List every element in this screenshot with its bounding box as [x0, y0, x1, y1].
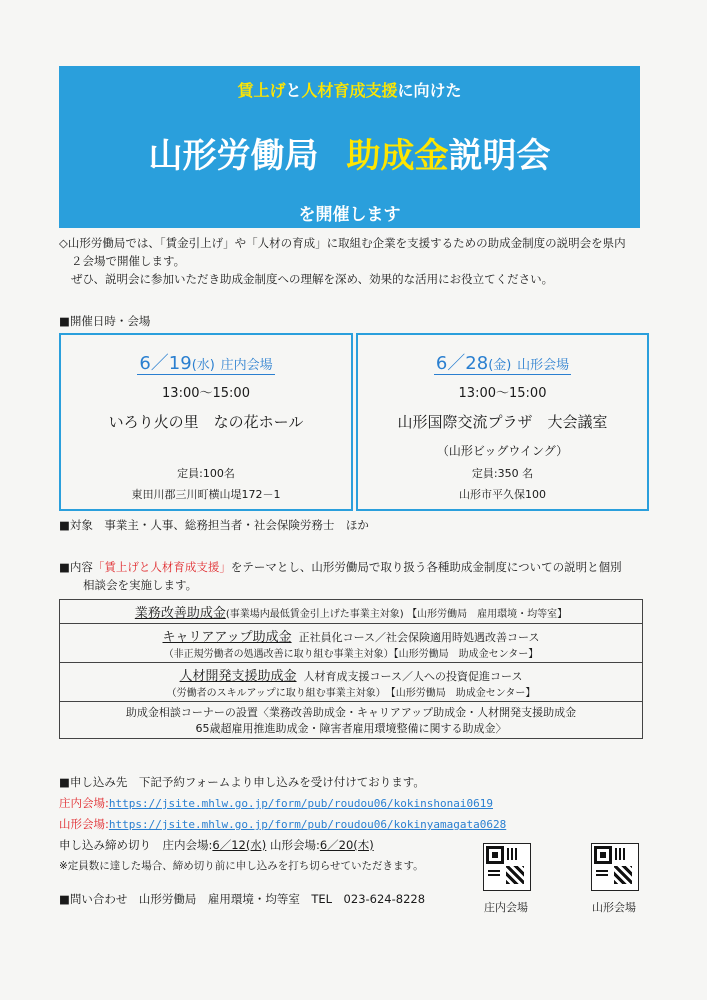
- table-row: 助成金相談コーナーの設置〈業務改善助成金・キャリアアップ助成金・人材開発支援助成金 65歳超雇用推進助成金・障害者雇用環境整備に関する助成金〉: [60, 702, 643, 739]
- venue-date: 6／28(金) 山形会場: [435, 353, 570, 374]
- venue-time: 13:00～15:00: [458, 386, 547, 401]
- shonai-form-link[interactable]: https://jsite.mhlw.go.jp/form/pub/roudou06/kokinshonai0619: [108, 797, 493, 810]
- venue-hall: 山形国際交流プラザ 大会議室: [397, 413, 608, 431]
- venue-card-shonai: [59, 333, 353, 511]
- schedule-label: ■開催日時・会場: [59, 314, 151, 328]
- venue-address: 山形市平久保100: [459, 488, 546, 501]
- contact-text: ■問い合わせ 山形労働局 雇用環境・均等室 TEL 023-624-8228: [59, 892, 426, 906]
- table-row: 業務改善助成金(事業場内最低賃金引上げた事業主対象) 【山形労働局 雇用環境・均等室】: [60, 600, 643, 624]
- content-text: ■内容「賃上げと人材育成支援」をテーマとし、山形労働局で取り扱う各種助成金制度についての説明と個別 相談会を実施します。: [59, 560, 622, 592]
- venue-capacity: 定員:100名: [177, 467, 235, 480]
- yamagata-qr-label: 山形会場: [592, 901, 636, 914]
- venue-time: 13:00～15:00: [162, 386, 250, 401]
- shonai-qr-label: 庄内会場: [484, 901, 528, 914]
- banner-title: 山形労働局 助成金説明会: [148, 136, 551, 176]
- shonai-qr-code[interactable]: [483, 843, 531, 891]
- header-banner: [59, 66, 640, 228]
- grant-table: [59, 599, 643, 739]
- venue-nickname: （山形ビッグウイング）: [436, 444, 569, 458]
- venue-card-yamagata: [356, 333, 649, 511]
- yamagata-form-link[interactable]: https://jsite.mhlw.go.jp/form/pub/roudou06/kokinyamagata0628: [108, 818, 507, 831]
- table-row: 人材開発支援助成金 人材育成支援コース／人への投資促進コース （労働者のスキルアップに取り組む事業主対象） 【山形労働局 助成金センター】: [60, 663, 643, 702]
- yamagata-qr-code[interactable]: [591, 843, 639, 891]
- apply-section: ■申し込み先 下記予約フォームより申し込みを受け付けております。 庄内会場:https://jsite.mhlw.go.jp/form/pub/roudou06/kokinshonai0619 山形会場:https://jsite.mhlw.go.jp/form/pub/roudou06/kokinyamagata0628 申し込み締め切り 庄内会場:6／12(水) 山形会場:6／20(木) ※定員数に達した場合、締め切り前に申し込みを打ち切らせていただきます。 ■問い合わせ 山形労働局 雇用環境・均等室 TEL 023-624-8228: [59, 772, 519, 910]
- banner-subtitle: 賃上げと人材育成支援に向けた: [237, 81, 462, 100]
- venue-date: 6／19(水) 庄内会場: [139, 353, 273, 374]
- venue-address: 東田川郡三川町横山堤172－1: [131, 488, 281, 501]
- intro-text: ◇山形労働局では、「賃金引上げ」や「人材の育成」に取組む企業を支援するための助成金制度の説明会を県内 ２会場で開催します。 ぜひ、説明会に参加いただき助成金制度への理解を深め、効果的な活用にお役立てください。: [59, 236, 626, 286]
- venue-capacity: 定員:350 名: [471, 467, 534, 480]
- banner-tail: を開催します: [298, 205, 401, 225]
- venue-hall: いろり火の里 なの花ホール: [108, 413, 304, 431]
- table-row: キャリアアップ助成金 正社員化コース／社会保険適用時処遇改善コース （非正規労働者の処遇改善に取り組む事業主対象）【山形労働局 助成金センター】: [60, 624, 643, 663]
- target-text: ■対象 事業主・人事、総務担当者・社会保険労務士 ほか: [59, 518, 369, 532]
